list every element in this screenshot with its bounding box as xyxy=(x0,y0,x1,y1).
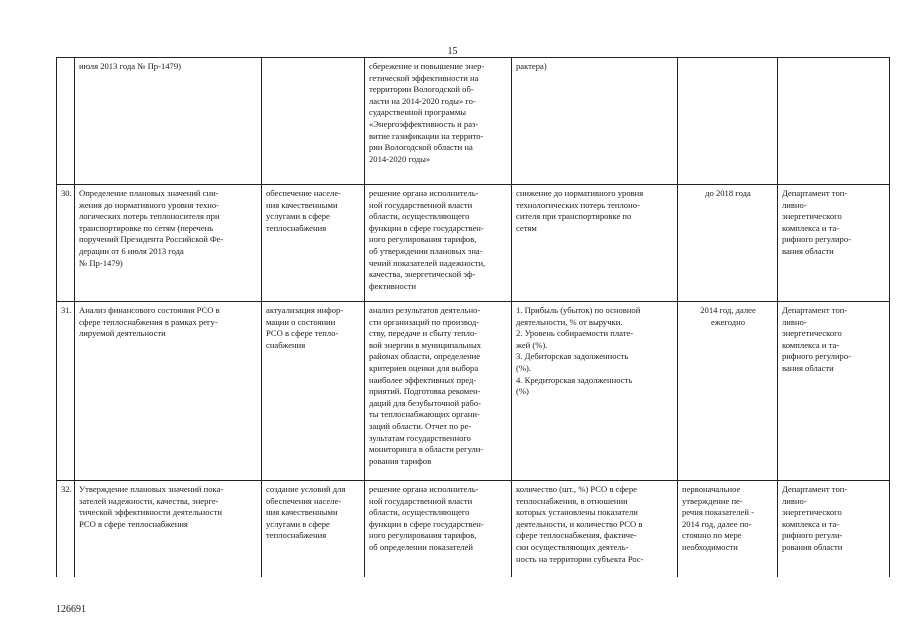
table-row xyxy=(57,481,890,578)
row-number: 31. xyxy=(57,302,75,481)
measure-name: июля 2013 года № Пр-1479) xyxy=(75,58,262,185)
deadline: первоначальное утверждение пе- речня показателей - 2014 год, далее по- стоянно по мере необходимости xyxy=(678,481,778,578)
row-number: 32. xyxy=(57,481,75,578)
table-row xyxy=(57,302,890,481)
responsible-body: Департамент топ- ливно- энергетического комплекса и та- рифного регулиро- вания области xyxy=(778,185,890,302)
row-number xyxy=(57,58,75,185)
measures-table xyxy=(56,57,890,577)
document-code: 126691 xyxy=(56,604,86,615)
table-row xyxy=(57,58,890,185)
implementation-mechanism: сбережение и повышение энер- гетической эффективности на территории Вологодской об- ласти на 2014-2020 годы» го- сударственной программы «Энергоэффективность и раз- витие газификации на террито- рии Вологодской области на 2014-2020 годы» xyxy=(365,58,512,185)
target-indicator: снижение до нормативного уровня технологических потерь теплоно- сителя при транспортировке по сетям xyxy=(512,185,678,302)
measure-name: Анализ финансового состояния РСО в сфере теплоснабжения в рамках регу- лируемой деятельности xyxy=(75,302,262,481)
expected-result: обеспечение населе- ния качественными услугами в сфере теплоснабжения xyxy=(262,185,365,302)
implementation-mechanism: анализ результатов деятельно- сти организаций по производ- ству, передаче и сбыту тепло- вой энергии в муниципальных районах области, определение критериев оценки для выбора наиболее эффективных пред- приятий. Подготовка рекомен- даций для безубыточной рабо- ты теплоснабжающих органи- заций области. Отчет по ре- зультатам государственного мониторинга в области регули- рования тарифов xyxy=(365,302,512,481)
expected-result: создание условий для обеспечения населе- ния качественными услугами в сфере теплоснабжения xyxy=(262,481,365,578)
table-row xyxy=(57,185,890,302)
responsible-body xyxy=(778,58,890,185)
row-number: 30. xyxy=(57,185,75,302)
deadline: до 2018 года xyxy=(678,185,778,302)
target-indicator: рактера) xyxy=(512,58,678,185)
measure-name: Утверждение плановых значений пока- зателей надежности, качества, энерге- тической эффективности деятельности РСО в сфере теплоснабжения xyxy=(75,481,262,578)
deadline: 2014 год, далее ежегодно xyxy=(678,302,778,481)
measure-name: Определение плановых значений сни- жения до нормативного уровня техно- логических потерь теплоносителя при транспортировке по сетям (перечень поручений Президента Российской Фе- дерации от 6 июля 2013 года № Пр-1479) xyxy=(75,185,262,302)
page-number: 15 xyxy=(447,46,458,57)
target-indicator: 1. Прибыль (убыток) по основной деятельности, % от выручки. 2. Уровень собираемости плате- жей (%). 3. Дебиторская задолженность (%). 4. Кредиторская задолженность (%) xyxy=(512,302,678,481)
deadline xyxy=(678,58,778,185)
expected-result: актуализация инфор- мации о состоянии РСО в сфере тепло- снабжения xyxy=(262,302,365,481)
target-indicator: количество (шт., %) РСО в сфере теплоснабжения, в отношении которых установлены показатели деятельности, и количество РСО в сфере теплоснабжения, фактиче- ски осуществляющих деятель- ность на территории субъекта Рос- xyxy=(512,481,678,578)
implementation-mechanism: решение органа исполнитель- ной государственной власти области, осуществляющего функции в сфере государствен- ного регулирования тарифов, об утверждении плановых зна- чений показателей надежности, качества, энергетической эф- фективности xyxy=(365,185,512,302)
expected-result xyxy=(262,58,365,185)
implementation-mechanism: решение органа исполнитель- ной государственной власти области, осуществляющего функции в сфере государствен- ного регулирования тарифов, об определении показателей xyxy=(365,481,512,578)
responsible-body: Департамент топ- ливно- энергетического комплекса и та- рифного регулиро- вания области xyxy=(778,302,890,481)
responsible-body: Департамент топ- ливно- энергетического комплекса и та- рифного регули- рования области xyxy=(778,481,890,578)
